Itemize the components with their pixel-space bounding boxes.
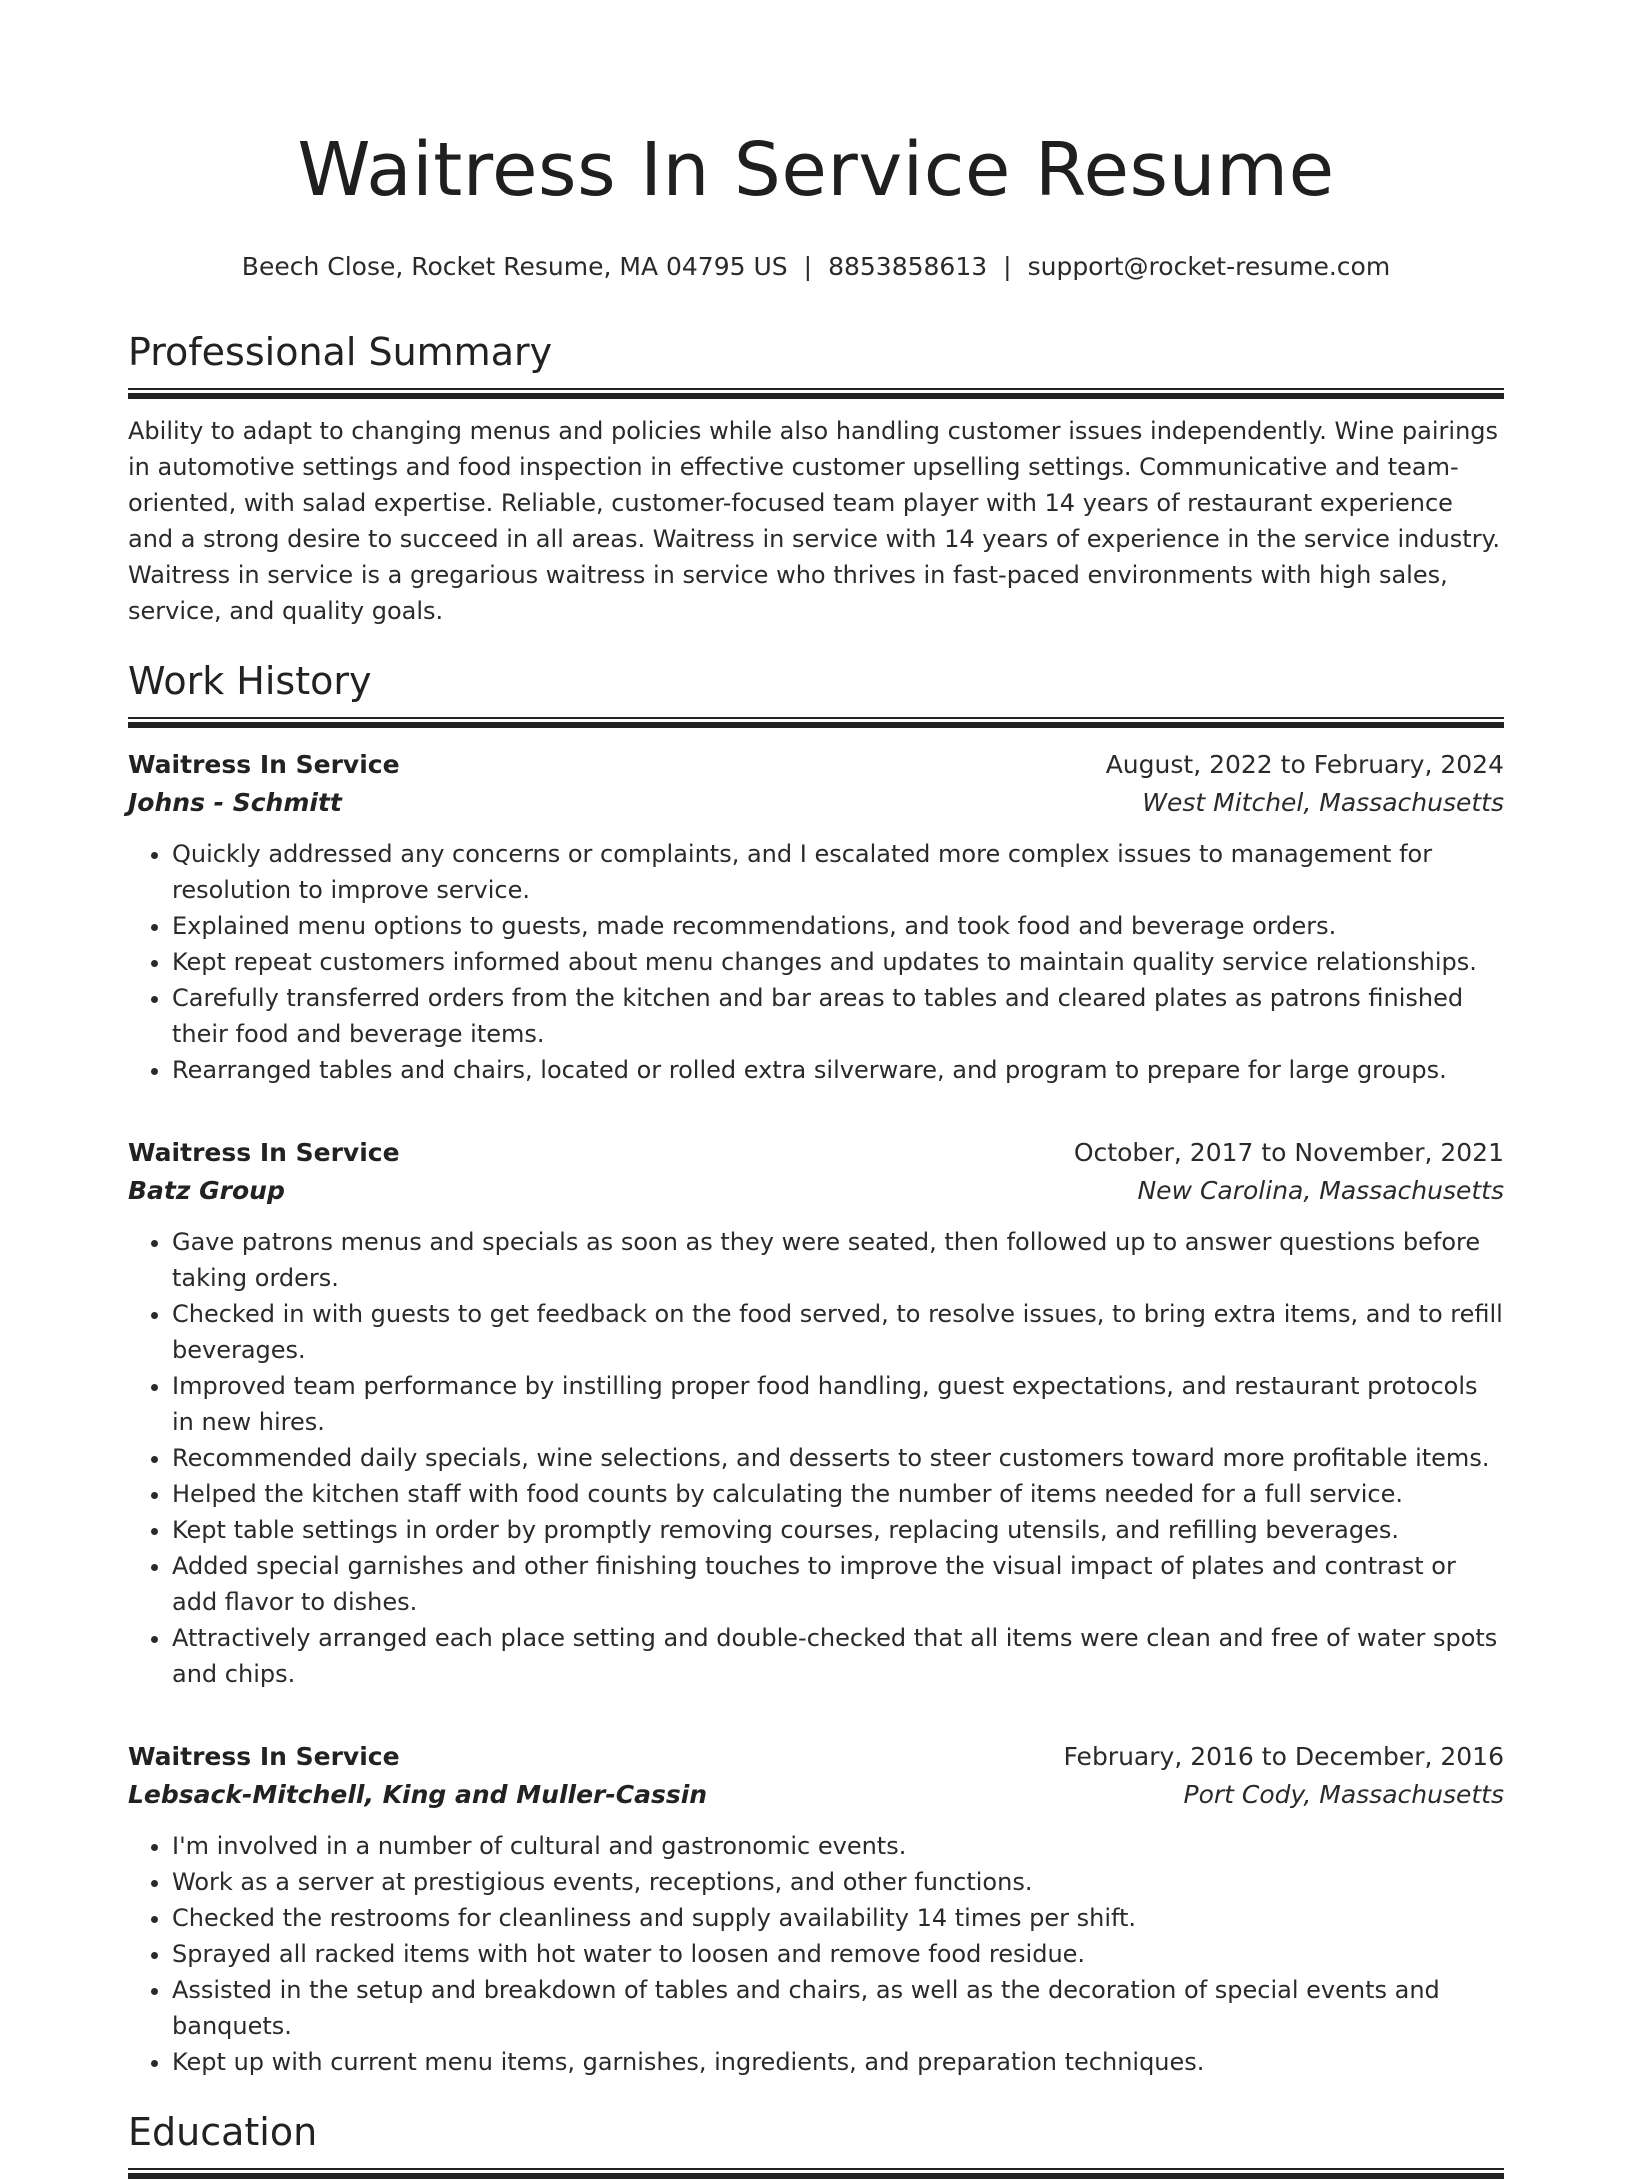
- job-dates: October, 2017 to November, 2021: [1073, 1138, 1504, 1167]
- contact-phone: 8853858613: [828, 252, 988, 281]
- job-bullet: • Checked in with guests to get feedback on the food served, to resolve issues, to bring extra items, and to refill beverages.: [172, 1296, 1504, 1368]
- professional-summary-section: [128, 328, 1504, 629]
- job-bullet: • Gave patrons menus and specials as soon as they were seated, then followed up to answer questions before taking orders.: [172, 1224, 1504, 1296]
- job-bullet: • Added special garnishes and other finishing touches to improve the visual impact of plates and contrast or add flavor to dishes.: [172, 1548, 1504, 1620]
- job-bullet: • Checked the restrooms for cleanliness and supply availability 14 times per shift.: [172, 1900, 1504, 1936]
- job-employer-row: [128, 1172, 1504, 1210]
- job-company: Lebsack-Mitchell, King and Muller-Cassin: [128, 1780, 708, 1809]
- job-bullet: • I'm involved in a number of cultural and gastronomic events.: [172, 1828, 1504, 1864]
- job-location: West Mitchel, Massachusetts: [1142, 788, 1504, 817]
- job-bullet: • Improved team performance by instilling proper food handling, guest expectations, and restaurant protocols in new hires.: [172, 1368, 1504, 1440]
- job-entry: [128, 1134, 1504, 1692]
- section-divider: [128, 388, 1504, 399]
- job-bullet: • Quickly addressed any concerns or complaints, and I escalated more complex issues to management for resolution to improve service.: [172, 836, 1504, 908]
- resume-title: Waitress In Service Resume: [297, 127, 1335, 213]
- job-location: Port Cody, Massachusetts: [1183, 1780, 1504, 1809]
- section-heading: Education: [128, 2110, 318, 2154]
- job-header-row: [128, 1134, 1504, 1172]
- job-bullet: • Helped the kitchen staff with food counts by calculating the number of items needed for a full service.: [172, 1476, 1504, 1512]
- job-company: Batz Group: [128, 1176, 285, 1205]
- contact-separator: |: [1003, 252, 1012, 281]
- job-title: Waitress In Service: [128, 750, 400, 779]
- job-header-row: [128, 1738, 1504, 1776]
- section-divider: [128, 2168, 1504, 2179]
- summary-text: Ability to adapt to changing menus and policies while also handling customer issues independently. Wine pairings in automotive settings and food inspection in effective customer upselling settings. Communicative and team-oriented, with salad expertise. Reliable, customer-focused team player with 14 years of restaurant experience and a strong desire to succeed in all areas. Waitress in service with 14 years of experience in the service industry. Waitress in service is a gregarious waitress in service who thrives in fast-paced environments with high sales, service, and quality goals.: [128, 417, 1500, 625]
- job-bullet: • Carefully transferred orders from the kitchen and bar areas to tables and cleared plates as patrons finished their food and beverage items.: [172, 980, 1504, 1052]
- contact-separator: |: [803, 252, 813, 281]
- job-company: Johns - Schmitt: [128, 788, 342, 817]
- job-bullet: • Rearranged tables and chairs, located or rolled extra silverware, and program to prepare for large groups.: [172, 1052, 1504, 1088]
- job-bullet: • Explained menu options to guests, made recommendations, and took food and beverage orders.: [172, 908, 1504, 944]
- job-dates: February, 2016 to December, 2016: [1063, 1742, 1504, 1771]
- education-section: [128, 2108, 1504, 2179]
- job-bullet: • Sprayed all racked items with hot water to loosen and remove food residue.: [172, 1936, 1504, 1972]
- job-bullet: • Kept up with current menu items, garnishes, ingredients, and preparation techniques.: [172, 2044, 1504, 2080]
- job-bullet-list: [128, 1224, 1504, 1692]
- work-history-section: [128, 657, 1504, 2080]
- job-location: New Carolina, Massachusetts: [1137, 1176, 1504, 1205]
- job-title: Waitress In Service: [128, 1138, 400, 1167]
- job-bullet: • Kept repeat customers informed about menu changes and updates to maintain quality service relationships.: [172, 944, 1504, 980]
- job-entry: [128, 746, 1504, 1088]
- job-bullet-list: [128, 1828, 1504, 2080]
- section-heading: Work History: [128, 659, 372, 703]
- contact-address: Beech Close, Rocket Resume, MA 04795 US: [241, 252, 788, 281]
- job-employer-row: [128, 784, 1504, 822]
- job-header-row: [128, 746, 1504, 784]
- job-entry: [128, 1738, 1504, 2080]
- job-bullet: • Kept table settings in order by promptly removing courses, replacing utensils, and refilling beverages.: [172, 1512, 1504, 1548]
- job-dates: August, 2022 to February, 2024: [1105, 750, 1504, 779]
- section-divider: [128, 717, 1504, 728]
- job-bullet: • Assisted in the setup and breakdown of tables and chairs, as well as the decoration of special events and banquets.: [172, 1972, 1504, 2044]
- job-bullet: • Work as a server at prestigious events, receptions, and other functions.: [172, 1864, 1504, 1900]
- job-bullet: • Attractively arranged each place setting and double-checked that all items were clean and free of water spots and chips.: [172, 1620, 1504, 1692]
- job-employer-row: [128, 1776, 1504, 1814]
- section-heading: Professional Summary: [128, 330, 553, 374]
- job-bullet-list: [128, 836, 1504, 1088]
- job-title: Waitress In Service: [128, 1742, 400, 1771]
- job-bullet: • Recommended daily specials, wine selections, and desserts to steer customers toward more profitable items.: [172, 1440, 1504, 1476]
- contact-line: [128, 250, 1504, 284]
- contact-email: support@rocket-resume.com: [1027, 252, 1391, 281]
